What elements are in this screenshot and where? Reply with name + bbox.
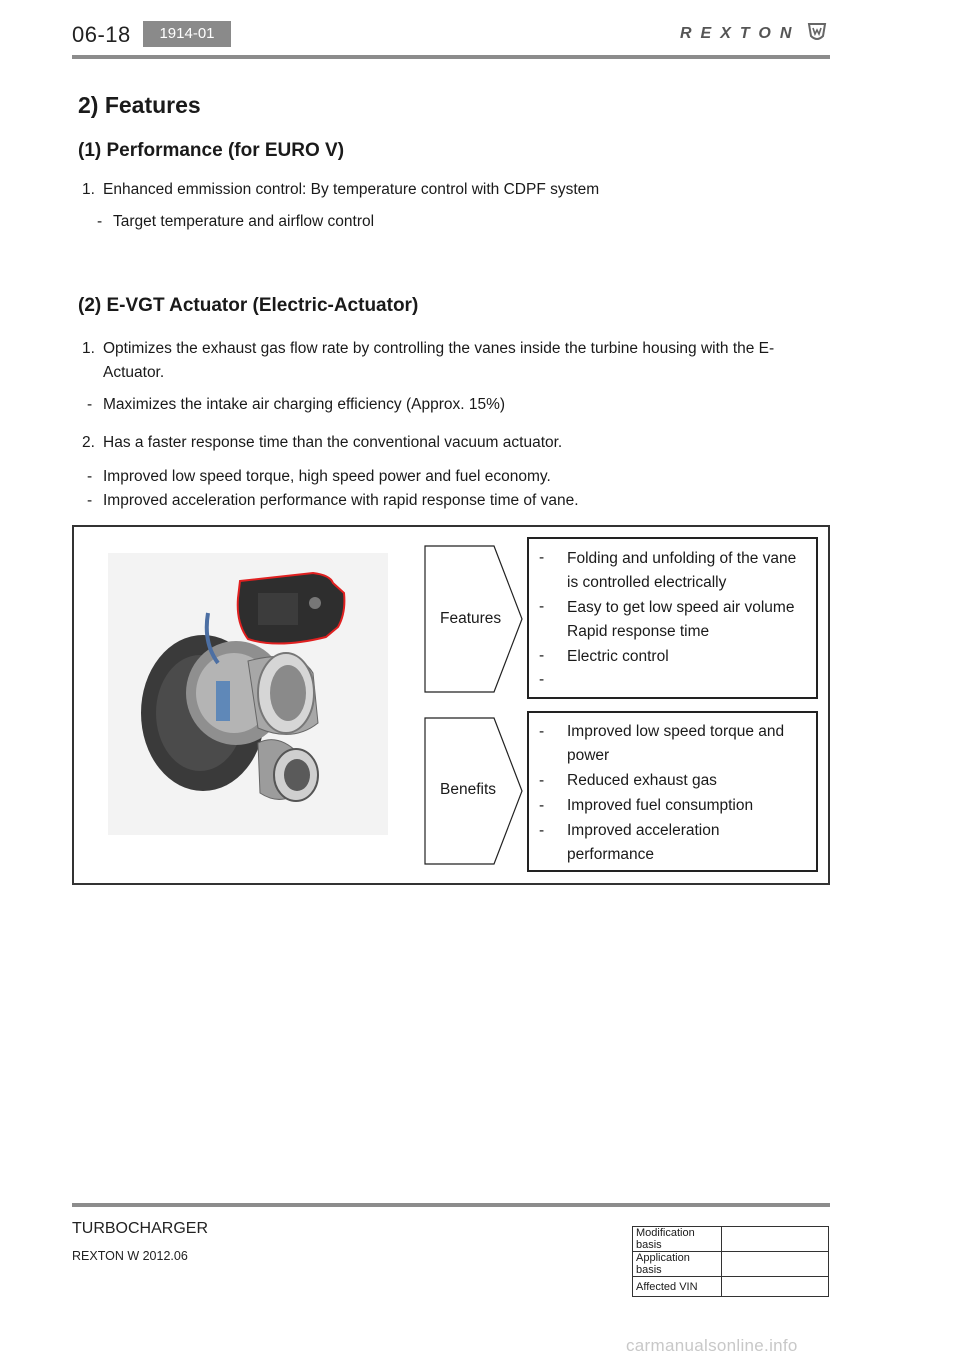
actuator-heading: (2) E-VGT Actuator (Electric-Actuator)	[78, 295, 419, 316]
footer-rule	[72, 1203, 830, 1207]
basis-value	[722, 1252, 829, 1277]
features-tab-label: Features	[440, 610, 502, 627]
basis-table	[632, 1226, 829, 1297]
list-marker: 2.	[82, 434, 95, 451]
features-line: is controlled electrically	[567, 574, 727, 591]
benefits-line: power	[567, 747, 610, 764]
features-line: Electric control	[567, 648, 669, 665]
ssangyong-emblem-icon	[806, 21, 828, 43]
list-marker: 1.	[82, 340, 95, 357]
benefits-tab-label: Benefits	[440, 781, 497, 798]
section-code-badge: 1914-01	[143, 21, 231, 47]
table-row	[633, 1227, 829, 1252]
benefits-line: Improved low speed torque and	[567, 723, 785, 740]
features-list-box	[527, 537, 818, 699]
basis-value	[722, 1227, 829, 1252]
header-rule	[72, 55, 830, 59]
list-dash: -	[539, 549, 545, 566]
page-number: 06-18	[72, 22, 131, 47]
basis-label: Modification basis	[633, 1227, 722, 1252]
features-line: Folding and unfolding of the vane	[567, 550, 797, 567]
list-dash: -	[539, 772, 545, 789]
basis-label: Affected VIN	[633, 1277, 722, 1297]
actuator-item-2-sub: Improved acceleration performance with rapid response time of vane.	[103, 492, 579, 509]
list-marker: 1.	[82, 181, 95, 198]
section-title: 2) Features	[78, 92, 201, 118]
actuator-item-1-line1: Optimizes the exhaust gas flow rate by controlling the vanes inside the turbine housing with the E-	[103, 340, 775, 357]
benefits-line: Reduced exhaust gas	[567, 772, 717, 789]
actuator-item-1-line2: Actuator.	[103, 364, 165, 381]
features-line: Easy to get low speed air volume	[567, 599, 795, 616]
table-row	[633, 1252, 829, 1277]
actuator-item-2-sub: Improved low speed torque, high speed power and fuel economy.	[103, 468, 551, 485]
performance-subitem: Target temperature and airflow control	[113, 213, 375, 230]
benefits-line: Improved fuel consumption	[567, 797, 754, 814]
list-dash: -	[87, 396, 93, 413]
performance-item: Enhanced emmission control: By temperature control with CDPF system	[103, 181, 600, 198]
list-dash: -	[87, 492, 93, 509]
list-dash: -	[539, 797, 545, 814]
list-dash: -	[539, 723, 545, 740]
features-line: Rapid response time	[567, 623, 710, 640]
basis-value	[722, 1277, 829, 1297]
benefits-list-box	[527, 711, 818, 872]
list-dash: -	[97, 213, 103, 230]
basis-label: Application basis	[633, 1252, 722, 1277]
list-dash: -	[87, 468, 93, 485]
table-row	[633, 1277, 829, 1297]
actuator-item-1-sub: Maximizes the intake air charging efficiency (Approx. 15%)	[103, 396, 506, 413]
turbocharger-illustration	[108, 553, 388, 835]
list-dash: -	[539, 598, 545, 615]
performance-heading: (1) Performance (for EURO V)	[78, 140, 345, 161]
footer-chapter-title: TURBOCHARGER	[72, 1220, 209, 1237]
list-dash: -	[539, 647, 545, 664]
actuator-item-2: Has a faster response time than the conventional vacuum actuator.	[103, 434, 563, 451]
brand-logo: REXTON	[680, 25, 801, 42]
footer-model: REXTON W 2012.06	[72, 1249, 188, 1263]
watermark: carmanualsonline.info	[626, 1336, 798, 1355]
benefits-line: Improved acceleration	[567, 822, 720, 839]
benefits-line: performance	[567, 846, 655, 863]
list-dash: -	[539, 671, 545, 688]
list-dash: -	[539, 822, 545, 839]
